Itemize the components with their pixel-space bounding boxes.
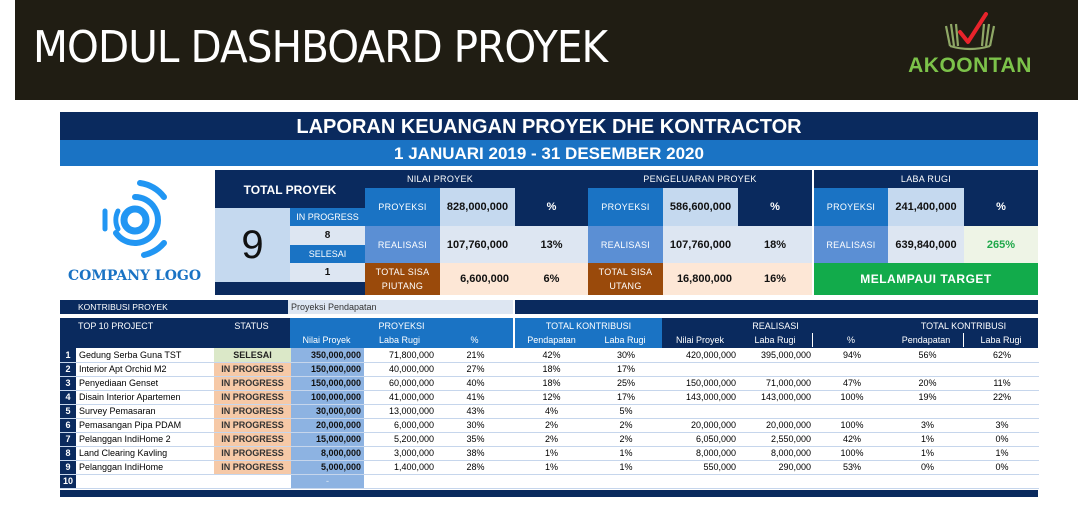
status-badge: IN PROGRESS (214, 446, 291, 460)
header-total-kontribusi-2: TOTAL KONTRIBUSI (920, 321, 1007, 331)
realisasi-kontribusi-laba (965, 362, 1039, 376)
row-number: 7 (60, 432, 76, 446)
table-row[interactable] (60, 404, 1039, 418)
realisasi-kontribusi-laba: 3% (965, 418, 1039, 432)
nilai-proyek: 15,000,000 (291, 432, 364, 446)
kontribusi-proyek-label: KONTRIBUSI PROYEK (60, 300, 288, 314)
realisasi-pct (814, 474, 890, 488)
header-r-laba-rugi-2: Laba Rugi (980, 335, 1022, 345)
realisasi-laba: 8,000,000 (739, 446, 814, 460)
company-logo-text: COMPANY LOGO (68, 268, 202, 284)
nilai-proyek: 150,000,000 (291, 362, 364, 376)
kontribusi-laba: 1% (589, 446, 663, 460)
header-laba-rugi: Laba Rugi (378, 335, 421, 345)
header-r-pct: % (846, 335, 855, 345)
total-sisa-utang-value: 16,800,000 (663, 263, 738, 295)
nilai-proyek-header: NILAI PROYEK (365, 170, 515, 188)
realisasi-pct: 42% (814, 432, 890, 446)
laba-rugi: 6,000,000 (364, 418, 437, 432)
kontribusi-bar-fill (515, 300, 1038, 314)
project-name: Pelanggan IndiHome 2 (76, 432, 214, 446)
project-name: Gedung Serba Guna TST (76, 348, 214, 362)
row-number: 6 (60, 418, 76, 432)
total-proyek-header: TOTAL PROYEK (215, 170, 365, 210)
header-proyeksi: PROYEKSI (378, 321, 425, 331)
laba-rugi: 40,000,000 (364, 362, 437, 376)
total-proyek-value: 9 (215, 208, 290, 282)
table-row[interactable] (60, 362, 1039, 376)
nilai-proyek: - (291, 474, 364, 488)
row-number: 3 (60, 376, 76, 390)
total-sisa-piutang-label: TOTAL SISA PIUTANG (365, 263, 440, 295)
pengeluaran-proyeksi-value: 586,600,000 (663, 188, 738, 226)
nilai-proyek: 20,000,000 (291, 418, 364, 432)
realisasi-nilai (663, 474, 739, 488)
kontribusi-pendapatan: 18% (514, 362, 589, 376)
status-badge: IN PROGRESS (214, 404, 291, 418)
pengeluaran-proyeksi-label: PROYEKSI (588, 188, 663, 226)
table-row[interactable] (60, 474, 1039, 488)
kontribusi-laba: 25% (589, 376, 663, 390)
pengeluaran-realisasi-label: REALISASI (588, 226, 663, 263)
header-total-kontribusi: TOTAL KONTRIBUSI (545, 321, 632, 331)
table-row[interactable] (60, 446, 1039, 460)
row-number: 9 (60, 460, 76, 474)
table-row[interactable] (60, 432, 1039, 446)
total-sisa-utang-label: TOTAL SISA UTANG (588, 263, 663, 295)
kontribusi-pendapatan: 1% (514, 460, 589, 474)
kontribusi-laba: 1% (589, 460, 663, 474)
selesai-label: SELESAI (290, 245, 365, 263)
realisasi-kontribusi-laba: 1% (965, 446, 1039, 460)
nilai-proyek: 150,000,000 (291, 376, 364, 390)
realisasi-pct: 94% (814, 348, 890, 362)
realisasi-laba: 143,000,000 (739, 390, 814, 404)
page-title: MODUL DASHBOARD PROYEK (33, 22, 608, 73)
realisasi-pct: 53% (814, 460, 890, 474)
status-badge: IN PROGRESS (214, 418, 291, 432)
realisasi-kontribusi-laba: 0% (965, 432, 1039, 446)
realisasi-kontribusi-pendapatan: 20% (890, 376, 965, 390)
status-badge (214, 474, 291, 488)
project-name: Disain Interior Apartemen (76, 390, 214, 404)
realisasi-nilai: 550,000 (663, 460, 739, 474)
header-laba-rugi-2: Laba Rugi (604, 335, 646, 345)
realisasi-laba: 395,000,000 (739, 348, 814, 362)
realisasi-kontribusi-pendapatan (890, 362, 965, 376)
realisasi-nilai: 6,050,000 (663, 432, 739, 446)
pct: 21% (437, 348, 514, 362)
realisasi-kontribusi-pendapatan: 1% (890, 432, 965, 446)
project-name: Pemasangan Pipa PDAM (76, 418, 214, 432)
header-r-nilai-proyek: Nilai Proyek (675, 335, 724, 345)
row-number: 10 (60, 474, 76, 488)
header-nilai-proyek: Nilai Proyek (302, 335, 351, 345)
kontribusi-pendapatan: 42% (514, 348, 589, 362)
total-sisa-piutang-value: 6,600,000 (440, 263, 515, 295)
realisasi-nilai: 20,000,000 (663, 418, 739, 432)
header-status: STATUS (234, 321, 269, 331)
laba-proyeksi-label: PROYEKSI (814, 188, 888, 226)
nilai-realisasi-pct: 13% (515, 226, 588, 263)
nilai-proyek: 30,000,000 (291, 404, 364, 418)
pct: 41% (437, 390, 514, 404)
realisasi-kontribusi-laba (965, 404, 1039, 418)
realisasi-kontribusi-pendapatan (890, 474, 965, 488)
row-number: 2 (60, 362, 76, 376)
pengeluaran-realisasi-pct: 18% (738, 226, 812, 263)
table-row[interactable] (60, 390, 1039, 404)
signal-circle-logo-icon (90, 175, 180, 265)
realisasi-kontribusi-laba: 0% (965, 460, 1039, 474)
laba-realisasi-label: REALISASI (814, 226, 888, 263)
kontribusi-laba (589, 474, 663, 488)
nilai-realisasi-value: 107,760,000 (440, 226, 515, 263)
realisasi-nilai: 420,000,000 (663, 348, 739, 362)
total-sisa-piutang-pct: 6% (515, 263, 588, 295)
nilai-pct-header: % (515, 188, 588, 226)
laba-rugi: 41,000,000 (364, 390, 437, 404)
kontribusi-pendapatan: 18% (514, 376, 589, 390)
project-name: Survey Pemasaran (76, 404, 214, 418)
realisasi-pct: 100% (814, 390, 890, 404)
laba-rugi: 3,000,000 (364, 446, 437, 460)
nilai-realisasi-label: REALISASI (365, 226, 440, 263)
header-pendapatan: Pendapatan (527, 335, 576, 345)
realisasi-kontribusi-laba: 11% (965, 376, 1039, 390)
realisasi-laba: 290,000 (739, 460, 814, 474)
realisasi-kontribusi-pendapatan: 0% (890, 460, 965, 474)
header-banner (15, 0, 1078, 100)
kontribusi-pendapatan: 2% (514, 418, 589, 432)
pct: 28% (437, 460, 514, 474)
status-badge: IN PROGRESS (214, 460, 291, 474)
realisasi-kontribusi-laba: 62% (965, 348, 1039, 362)
nilai-proyek-header-fill (515, 170, 588, 188)
selesai-value: 1 (290, 263, 365, 282)
table-row[interactable] (60, 418, 1039, 432)
realisasi-kontribusi-pendapatan: 3% (890, 418, 965, 432)
realisasi-laba (739, 404, 814, 418)
nilai-proyek: 8,000,000 (291, 446, 364, 460)
brand-logo (895, 12, 1045, 87)
nilai-proyek: 5,000,000 (291, 460, 364, 474)
nilai-proyek: 100,000,000 (291, 390, 364, 404)
in-progress-label: IN PROGRESS (290, 208, 365, 226)
row-number: 5 (60, 404, 76, 418)
realisasi-kontribusi-laba (965, 474, 1039, 488)
header-realisasi: REALISASI (752, 321, 799, 331)
kontribusi-laba: 2% (589, 432, 663, 446)
laba-rugi: 5,200,000 (364, 432, 437, 446)
realisasi-nilai: 8,000,000 (663, 446, 739, 460)
realisasi-pct (814, 362, 890, 376)
realisasi-nilai: 143,000,000 (663, 390, 739, 404)
status-badge: IN PROGRESS (214, 432, 291, 446)
in-progress-value: 8 (290, 226, 365, 245)
pct: 27% (437, 362, 514, 376)
row-number: 1 (60, 348, 76, 362)
total-proyek-footer (215, 282, 365, 295)
laba-rugi: 13,000,000 (364, 404, 437, 418)
kontribusi-laba: 5% (589, 404, 663, 418)
laba-rugi: 60,000,000 (364, 376, 437, 390)
realisasi-pct: 100% (814, 418, 890, 432)
pct: 43% (437, 404, 514, 418)
kontribusi-pendapatan (514, 474, 589, 488)
kontribusi-laba: 30% (589, 348, 663, 362)
project-name: Interior Apt Orchid M2 (76, 362, 214, 376)
kontribusi-pendapatan: 4% (514, 404, 589, 418)
laba-rugi: 71,800,000 (364, 348, 437, 362)
pct: 40% (437, 376, 514, 390)
realisasi-kontribusi-pendapatan: 19% (890, 390, 965, 404)
status-badge: IN PROGRESS (214, 362, 291, 376)
pct: 30% (437, 418, 514, 432)
laba-proyeksi-value: 241,400,000 (888, 188, 964, 226)
kontribusi-laba: 17% (589, 362, 663, 376)
nilai-proyeksi-label: PROYEKSI (365, 188, 440, 226)
laba-realisasi-pct: 265% (964, 226, 1038, 263)
realisasi-kontribusi-pendapatan (890, 404, 965, 418)
kontribusi-pendapatan: 1% (514, 446, 589, 460)
header-r-laba-rugi: Laba Rugi (738, 333, 813, 347)
kontribusi-laba: 2% (589, 418, 663, 432)
project-name: Pelanggan IndiHome (76, 460, 214, 474)
company-logo (60, 170, 215, 295)
laba-pct-header: % (964, 188, 1038, 226)
laba-realisasi-value: 639,840,000 (888, 226, 964, 263)
project-name: Land Clearing Kavling (76, 446, 214, 460)
laba-rugi: 1,400,000 (364, 460, 437, 474)
realisasi-laba: 71,000,000 (739, 376, 814, 390)
laba-rugi (364, 474, 437, 488)
realisasi-pct: 100% (814, 446, 890, 460)
kontribusi-pendapatan: 12% (514, 390, 589, 404)
kontribusi-pendapatan: 2% (514, 432, 589, 446)
realisasi-laba (739, 362, 814, 376)
pengeluaran-proyek-header: PENGELUARAN PROYEK (588, 170, 812, 188)
kontribusi-selector[interactable]: Proyeksi Pendapatan (288, 300, 513, 314)
realisasi-laba: 20,000,000 (739, 418, 814, 432)
pengeluaran-pct-header: % (738, 188, 812, 226)
table-row[interactable] (60, 460, 1039, 474)
top10-project-table (60, 348, 1039, 489)
header-r-pendapatan: Pendapatan (889, 333, 964, 347)
report-title: LAPORAN KEUANGAN PROYEK DHE KONTRACTOR (60, 112, 1038, 140)
table-footer-bar (60, 490, 1038, 497)
table-row[interactable] (60, 348, 1039, 362)
realisasi-kontribusi-laba: 22% (965, 390, 1039, 404)
header-pct: % (470, 335, 479, 345)
kontribusi-laba: 17% (589, 390, 663, 404)
table-row[interactable] (60, 376, 1039, 390)
status-badge: IN PROGRESS (214, 390, 291, 404)
nilai-proyek: 350,000,000 (291, 348, 364, 362)
row-number: 4 (60, 390, 76, 404)
target-status-badge: MELAMPAUI TARGET (814, 263, 1038, 295)
realisasi-laba: 2,550,000 (739, 432, 814, 446)
nilai-proyeksi-value: 828,000,000 (440, 188, 515, 226)
project-name (76, 474, 214, 488)
total-sisa-utang-pct: 16% (738, 263, 812, 295)
report-period: 1 JANUARI 2019 - 31 DESEMBER 2020 (60, 140, 1038, 168)
realisasi-kontribusi-pendapatan: 56% (890, 348, 965, 362)
pct: 35% (437, 432, 514, 446)
project-name: Penyediaan Genset (76, 376, 214, 390)
brand-name: AKOONTAN (908, 54, 1032, 77)
book-checkmark-icon (940, 12, 1000, 52)
realisasi-nilai (663, 362, 739, 376)
pengeluaran-realisasi-value: 107,760,000 (663, 226, 738, 263)
header-top10-project: TOP 10 PROJECT (78, 321, 154, 331)
pct (437, 474, 514, 488)
realisasi-pct: 47% (814, 376, 890, 390)
realisasi-kontribusi-pendapatan: 1% (890, 446, 965, 460)
realisasi-nilai (663, 404, 739, 418)
status-badge: SELESAI (214, 348, 291, 362)
report-header (60, 112, 1038, 168)
laba-rugi-header: LABA RUGI (814, 170, 1038, 188)
realisasi-pct (814, 404, 890, 418)
realisasi-laba (739, 474, 814, 488)
realisasi-nilai: 150,000,000 (663, 376, 739, 390)
status-badge: IN PROGRESS (214, 376, 291, 390)
pct: 38% (437, 446, 514, 460)
row-number: 8 (60, 446, 76, 460)
